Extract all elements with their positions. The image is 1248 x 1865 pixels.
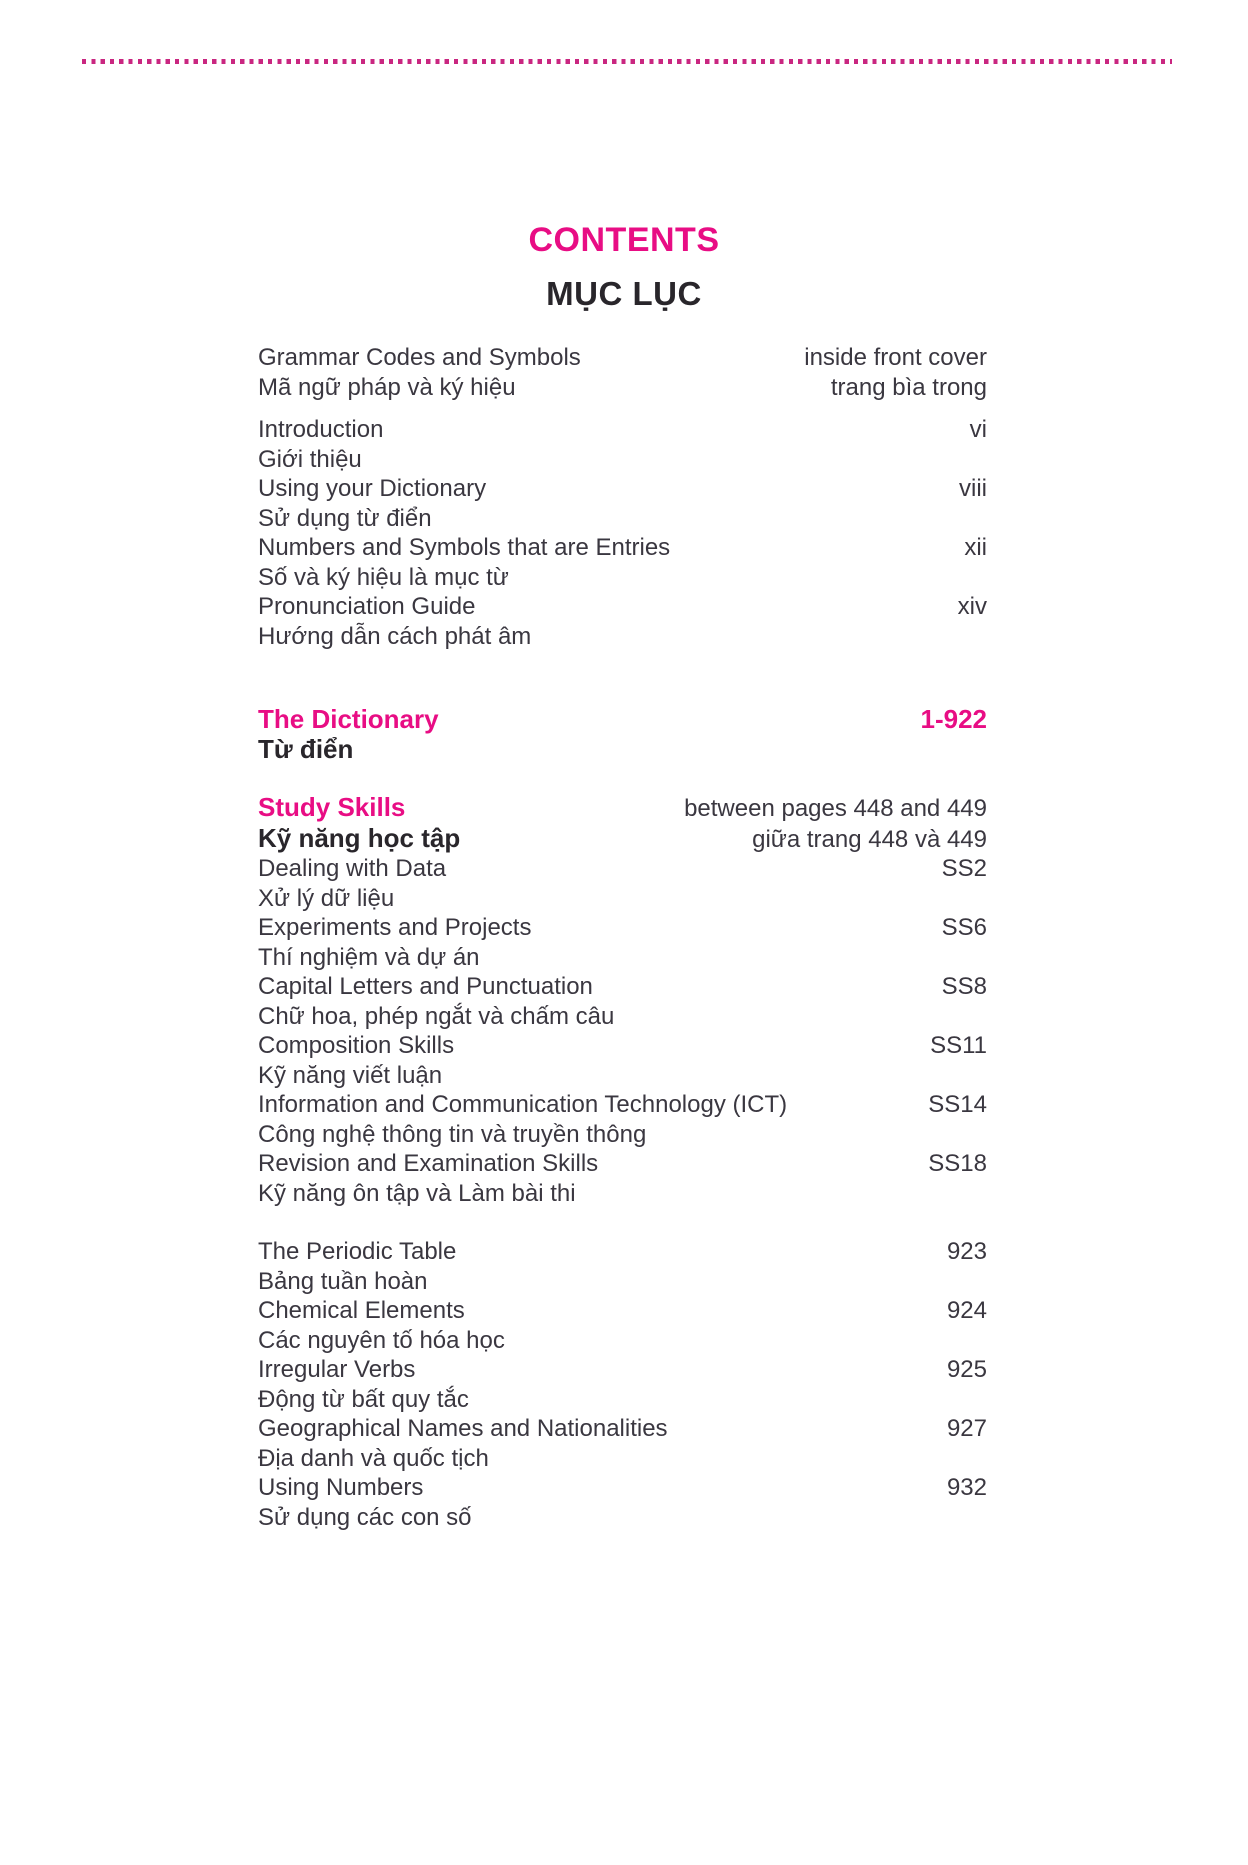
toc-entry-label: Experiments and Projects [258, 914, 532, 941]
toc-section-dictionary [258, 705, 987, 764]
toc-entry-label: Thí nghiệm và dự án [258, 943, 480, 971]
toc-entry-page: trang bìa trong [830, 373, 987, 401]
page-title-english: CONTENTS [528, 221, 720, 259]
toc-row [258, 415, 987, 445]
toc-row [258, 1385, 987, 1415]
toc-entry-label: Dealing with Data [258, 855, 447, 882]
toc-entry-page: between pages 448 and 449 [684, 795, 987, 822]
toc-entry-label: Chemical Elements [258, 1297, 465, 1324]
toc-entry-label: Công nghệ thông tin và truyền thông [258, 1120, 647, 1148]
toc-entry-page: SS11 [930, 1032, 987, 1059]
toc-row [258, 1444, 987, 1474]
toc-entry-label: The Periodic Table [258, 1238, 457, 1265]
toc-row [258, 735, 987, 765]
toc-row [258, 474, 987, 504]
toc-row [258, 1061, 987, 1091]
toc-entry-page: viii [959, 475, 987, 502]
toc-entry-page: 924 [946, 1297, 987, 1324]
toc-row [258, 1179, 987, 1209]
toc-entry-label: Các nguyên tố hóa học [258, 1326, 505, 1354]
toc-entry-label: Động từ bất quy tắc [258, 1385, 469, 1413]
toc-row [258, 1031, 987, 1061]
toc-entry-label: Số và ký hiệu là mục từ [258, 563, 509, 591]
toc-row [258, 1002, 987, 1032]
toc-section-back-matter [258, 1237, 987, 1532]
toc-row [258, 1267, 987, 1297]
toc-row [258, 943, 987, 973]
toc-row [258, 972, 987, 1002]
page-title-vietnamese: MỤC LỤC [546, 275, 702, 312]
toc-row [258, 533, 987, 563]
toc-row [258, 343, 987, 373]
toc-row [258, 373, 987, 403]
toc-entry-label: Introduction [258, 416, 384, 443]
toc-row [258, 1296, 987, 1326]
toc-entry-label: Grammar Codes and Symbols [258, 344, 581, 371]
toc-entry-label: Bảng tuần hoàn [258, 1267, 428, 1295]
toc-entry-label: Revision and Examination Skills [258, 1150, 599, 1177]
toc-entry-label: Composition Skills [258, 1032, 455, 1059]
toc-section-front-cover [258, 343, 987, 402]
toc-row [258, 504, 987, 534]
toc-entry-page: vi [969, 416, 987, 443]
toc-row [258, 1120, 987, 1150]
toc-row [258, 1090, 987, 1120]
toc-entry-page: 927 [946, 1415, 987, 1442]
toc-entry-page: SS18 [928, 1150, 987, 1177]
toc-entry-page: 925 [946, 1356, 987, 1383]
toc-entry-label: Sử dụng từ điển [258, 504, 432, 532]
toc-entry-label: Pronunciation Guide [258, 593, 476, 620]
toc-row [258, 824, 987, 855]
toc-entry-page: 932 [946, 1474, 987, 1501]
toc-entry-page: xii [964, 534, 987, 561]
toc-row [258, 1355, 987, 1385]
toc-row [258, 592, 987, 622]
toc-row [258, 1326, 987, 1356]
toc-entry-label: Chữ hoa, phép ngắt và chấm câu [258, 1002, 615, 1030]
toc-entry-label: Từ điển [258, 733, 354, 764]
toc-row [258, 1503, 987, 1533]
toc-entry-label: The Dictionary [258, 704, 439, 734]
toc-entry-label: Using Numbers [258, 1474, 424, 1501]
toc-row [258, 622, 987, 652]
toc-row [258, 705, 987, 735]
toc-row [258, 854, 987, 884]
toc-entry-label: Information and Communication Technology (ICT) [258, 1091, 788, 1118]
toc-entry-page: SS6 [941, 914, 987, 941]
toc-entry-page: SS2 [941, 855, 987, 882]
toc-entry-label: Kỹ năng viết luận [258, 1061, 443, 1089]
toc-entry-label: Địa danh và quốc tịch [258, 1444, 489, 1472]
toc-entry-label: Geographical Names and Nationalities [258, 1415, 668, 1442]
toc-entry-label: Using your Dictionary [258, 475, 487, 502]
toc-entry-label: Kỹ năng học tập [258, 822, 461, 853]
toc-entry-label: Xử lý dữ liệu [258, 884, 395, 912]
toc-entry-label: Sử dụng các con số [258, 1503, 472, 1531]
toc-row [258, 563, 987, 593]
toc-row [258, 1237, 987, 1267]
toc-row [258, 884, 987, 914]
toc-entry-page: SS8 [941, 973, 987, 1000]
toc-entry-page: giữa trang 448 và 449 [752, 825, 987, 853]
toc-entry-label: Irregular Verbs [258, 1356, 416, 1383]
table-of-contents [258, 343, 987, 1532]
toc-row [258, 793, 987, 824]
toc-row [258, 1149, 987, 1179]
toc-entry-page: xiv [957, 593, 987, 620]
toc-entry-page: 923 [946, 1238, 987, 1265]
toc-entry-page: inside front cover [804, 344, 987, 371]
toc-entry-label: Numbers and Symbols that are Entries [258, 534, 671, 561]
toc-row [258, 913, 987, 943]
toc-row [258, 1473, 987, 1503]
toc-section-front-matter [258, 415, 987, 651]
toc-row [258, 1414, 987, 1444]
dotted-divider [82, 59, 1172, 64]
toc-entry-label: Kỹ năng ôn tập và Làm bài thi [258, 1179, 576, 1207]
toc-entry-label: Capital Letters and Punctuation [258, 973, 593, 1000]
toc-entry-label: Study Skills [258, 792, 406, 822]
toc-entry-label: Giới thiệu [258, 445, 362, 473]
toc-entry-page: 1-922 [920, 704, 987, 734]
toc-entry-label: Hướng dẫn cách phát âm [258, 622, 532, 650]
toc-row [258, 445, 987, 475]
toc-entry-page: SS14 [928, 1091, 987, 1118]
toc-section-study-skills [258, 793, 987, 1208]
toc-entry-label: Mã ngữ pháp và ký hiệu [258, 373, 516, 401]
